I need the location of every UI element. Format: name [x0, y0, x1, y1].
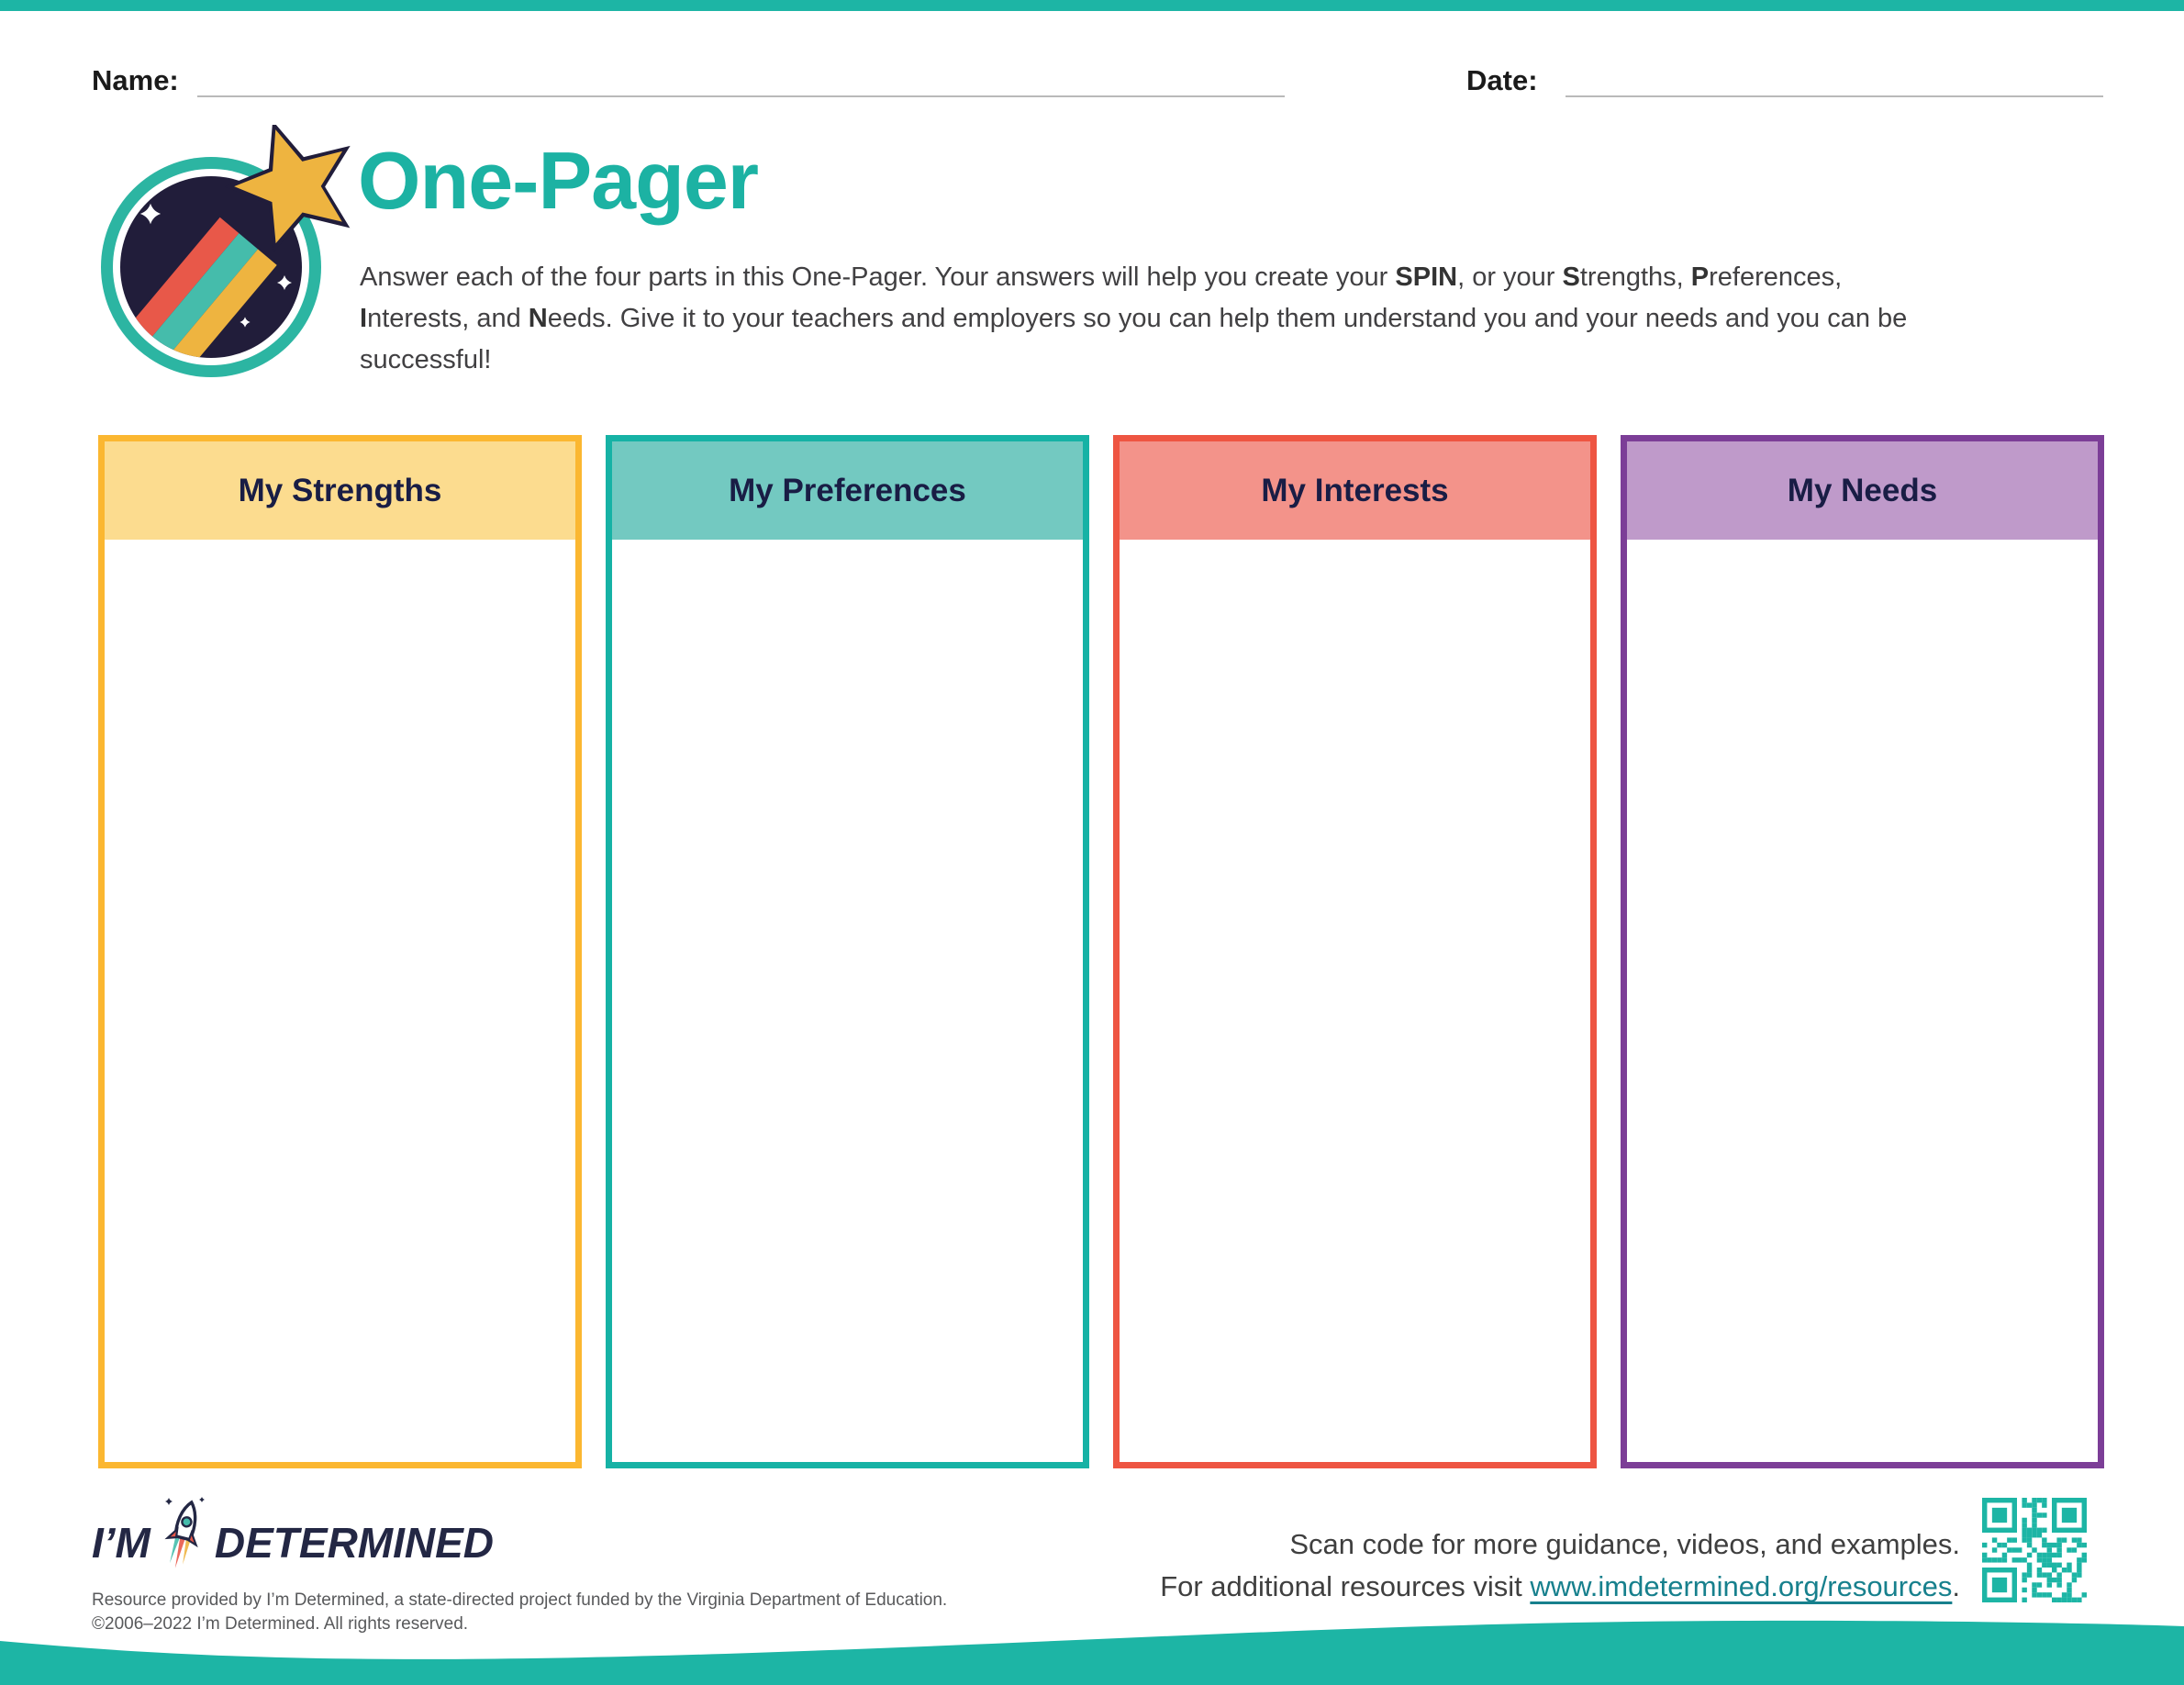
column-label: My Preferences [729, 472, 966, 508]
shooting-star-badge-icon [84, 125, 360, 400]
page-title: One-Pager [358, 135, 759, 226]
column-header-strengths [105, 441, 575, 540]
rocket-icon [160, 1494, 209, 1573]
preferences-writing-area[interactable] [612, 540, 1083, 1462]
column-my-strengths [98, 435, 582, 1468]
column-header-needs [1627, 441, 2098, 540]
copyright-line: ©2006–2022 I’m Determined. All rights reserved. [92, 1614, 469, 1634]
scan-instructions [1160, 1523, 1960, 1608]
resources-link[interactable]: www.imdetermined.org/resources [1530, 1570, 1953, 1602]
bottom-wave-accent [0, 1610, 2184, 1685]
column-header-interests [1120, 441, 1590, 540]
needs-writing-area[interactable] [1627, 540, 2098, 1462]
interests-writing-area[interactable] [1120, 540, 1590, 1462]
date-input-line[interactable] [1566, 95, 2103, 97]
resources-prefix: For additional resources visit [1160, 1570, 1531, 1602]
resources-line [1160, 1566, 1960, 1608]
column-label: My Interests [1261, 472, 1449, 508]
intro-paragraph: Answer each of the four parts in this One-Pager. Your answers will help you create your SPIN, or your Strengths, Preferences, Interests, and Needs. Give it to your teachers and employers so you can help them understand you and your needs and you can be successful! [360, 262, 1908, 374]
date-label: Date: [1466, 64, 1538, 96]
column-label: My Strengths [238, 472, 442, 508]
column-my-interests [1113, 435, 1597, 1468]
brand-word-im: I’M [92, 1519, 150, 1567]
im-determined-logo [92, 1494, 494, 1573]
spin-columns [98, 435, 2104, 1468]
qr-code [1982, 1498, 2087, 1602]
resource-attribution: Resource provided by I’m Determined, a state-directed project funded by the Virginia Department of Education. [92, 1590, 948, 1610]
brand-word-determined: DETERMINED [214, 1519, 495, 1567]
name-input-line[interactable] [197, 95, 1285, 97]
scan-line: Scan code for more guidance, videos, and examples. [1289, 1528, 1960, 1560]
name-date-row [0, 61, 2184, 101]
top-accent-bar [0, 0, 2184, 11]
strengths-writing-area[interactable] [105, 540, 575, 1462]
column-header-preferences [612, 441, 1083, 540]
column-my-needs [1621, 435, 2104, 1468]
name-label: Name: [92, 64, 179, 96]
column-my-preferences [606, 435, 1089, 1468]
column-label: My Needs [1787, 472, 1938, 508]
resources-suffix: . [1952, 1570, 1960, 1602]
